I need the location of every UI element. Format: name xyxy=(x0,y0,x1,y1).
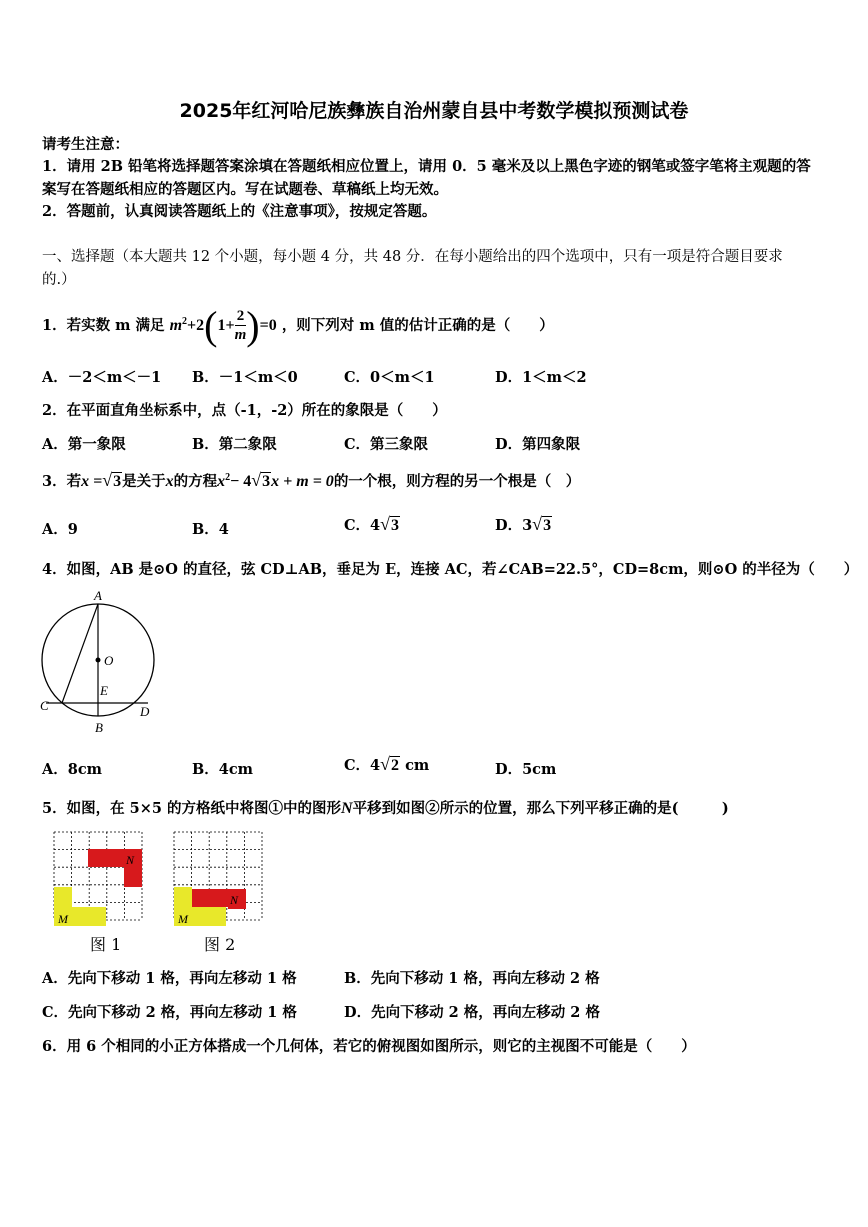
q3-sqrt-2: √3 xyxy=(251,470,271,490)
q1-fraction xyxy=(235,307,247,344)
label-m-fig1: M xyxy=(58,912,68,926)
shape-m-fig2-leg xyxy=(174,887,192,907)
q3-rad-2: 3 xyxy=(262,473,271,490)
q3-x: x xyxy=(165,473,174,490)
q4-option-b: B．4cm xyxy=(192,761,254,778)
q1-one: 1+ xyxy=(217,316,235,334)
q1-plus2: +2 xyxy=(187,316,205,334)
label-o: O xyxy=(104,653,114,668)
q3-c-label: C．4 xyxy=(344,517,381,534)
q2-option-b: B．第二象限 xyxy=(192,436,277,453)
q3-prefix: 3．若 xyxy=(42,473,82,490)
center-point xyxy=(96,658,101,663)
q2-option-a: A．第一象限 xyxy=(42,436,126,453)
question-5-stem xyxy=(42,797,729,818)
q4-c-rad: 2 xyxy=(391,757,400,774)
q3-sq: 2 xyxy=(225,472,231,484)
shape-n-fig1-leg xyxy=(124,867,142,887)
q5-stem-a: 5．如图，在 5×5 的方格纸中将图①中的图形 xyxy=(42,800,342,817)
label-b: B xyxy=(95,720,103,735)
question-3-stem xyxy=(42,470,580,491)
q1-sq: 2 xyxy=(182,316,188,327)
q3-option-b: B．4 xyxy=(192,521,229,538)
q3-xeq: x = xyxy=(81,473,103,490)
section-heading-a: 一、选择题（本大题共 12 个小题，每小题 4 分，共 48 分．在每小题给出的四个选项中，只有一项是符合题目要求 xyxy=(42,249,783,265)
label-c: C xyxy=(40,698,49,713)
notice-line-1b: 案写在答题纸相应的答题区内。写在试题卷、草稿纸上均无效。 xyxy=(42,181,448,198)
q1-den: m xyxy=(234,327,247,344)
q3-minus4: − 4 xyxy=(230,473,252,490)
label-e: E xyxy=(100,683,108,698)
shape-m-fig1-leg xyxy=(54,887,72,907)
q3-d-label: D．3 xyxy=(495,517,533,534)
q4-option-a: A．8cm xyxy=(42,761,103,778)
q4-c-unit: cm xyxy=(405,757,430,774)
q3-suffix: 的一个根，则方程的另一个根是（ ） xyxy=(333,473,581,490)
q3-c-sqrt: √3 xyxy=(380,514,400,534)
q5-stem-b: 平移到如图②所示的位置，那么下列平移正确的是( ) xyxy=(352,800,729,817)
q4-option-d: D．5cm xyxy=(495,761,557,778)
q3-d-sqrt: √3 xyxy=(532,514,552,534)
q1-num: 2 xyxy=(235,307,247,326)
q1-lparen: ( xyxy=(204,302,218,348)
grid-figure-1 xyxy=(52,830,144,930)
q1-option-c: C．0＜m＜1 xyxy=(344,369,435,386)
q3-option-d xyxy=(495,514,552,535)
q3-d-rad: 3 xyxy=(543,517,552,534)
q5-option-a: A．先向下移动 1 格，再向左移动 1 格 xyxy=(42,970,297,987)
label-m-fig2: M xyxy=(178,912,188,926)
q1-m: m xyxy=(169,316,183,334)
q1-suffix: ，则下列对 m 值的估计正确的是（ ） xyxy=(281,316,554,334)
q4-c-label: C．4 xyxy=(344,757,381,774)
q5-option-c: C．先向下移动 2 格，再向左移动 1 格 xyxy=(42,1004,297,1021)
notice-heading: 请考生注意： xyxy=(42,136,129,153)
fig2-caption: 图 2 xyxy=(204,935,236,954)
q3-option-c xyxy=(344,514,400,535)
segment-ac xyxy=(62,604,98,703)
q5-n: N xyxy=(341,800,353,817)
question-2-stem: 2．在平面直角坐标系中，点（-1，-2）所在的象限是（ ） xyxy=(42,402,447,419)
question-6-stem: 6．用 6 个相同的小正方体搭成一个几何体，若它的俯视图如图所示，则它的主视图不可能是（ ） xyxy=(42,1038,696,1055)
q3-rad-1: 3 xyxy=(113,473,122,490)
question-1-stem xyxy=(42,300,554,348)
q2-option-d: D．第四象限 xyxy=(495,436,581,453)
page-title: 2025年红河哈尼族彝族自治州蒙自县中考数学模拟预测试卷 xyxy=(179,100,689,122)
label-d: D xyxy=(140,704,150,719)
label-n-fig1: N xyxy=(126,853,135,867)
section-heading-b: 的.） xyxy=(42,272,76,288)
q1-option-d: D．1＜m＜2 xyxy=(495,369,587,386)
q1-eq: =0 xyxy=(259,316,277,334)
label-a: A xyxy=(94,588,102,603)
circle-diagram xyxy=(36,588,158,738)
q4-c-sqrt: √2 xyxy=(380,754,400,774)
q3-x2: x xyxy=(217,473,226,490)
q3-mid1: 是关于 xyxy=(122,473,166,490)
q5-option-b: B．先向下移动 1 格，再向左移动 2 格 xyxy=(344,970,600,987)
q3-option-a: A．9 xyxy=(42,521,78,538)
label-n-fig2: N xyxy=(230,893,239,907)
q1-rparen: ) xyxy=(246,302,260,348)
notice-line-1a: 1．请用 2B 铅笔将选择题答案涂填在答题纸相应位置上，请用 0．5 毫米及以上黑色字迹的钢笔或签字笔将主观题的答 xyxy=(42,158,811,175)
q1-option-a: A．－2＜m＜－1 xyxy=(42,369,162,386)
q3-tail: x + m = 0 xyxy=(271,473,334,490)
fig1-caption: 图 1 xyxy=(90,935,122,954)
grid-figure-2 xyxy=(172,830,264,930)
q4-option-c xyxy=(344,754,429,775)
q3-sqrt-1: √3 xyxy=(102,470,122,490)
q2-option-c: C．第三象限 xyxy=(344,436,429,453)
q1-prefix: 1．若实数 m 满足 xyxy=(42,316,165,334)
q5-option-d: D．先向下移动 2 格，再向左移动 2 格 xyxy=(344,1004,600,1021)
q3-c-rad: 3 xyxy=(391,517,400,534)
q1-option-b: B．－1＜m＜0 xyxy=(192,369,298,386)
q3-mid2: 的方程 xyxy=(173,473,218,490)
notice-line-2: 2．答题前，认真阅读答题纸上的《注意事项》，按规定答题。 xyxy=(42,203,437,220)
question-4-stem: 4．如图，AB 是⊙O 的直径，弦 CD⊥AB，垂足为 E，连接 AC，若∠CAB=22.5°，CD=8cm，则⊙O 的半径为（ ） xyxy=(42,561,859,578)
